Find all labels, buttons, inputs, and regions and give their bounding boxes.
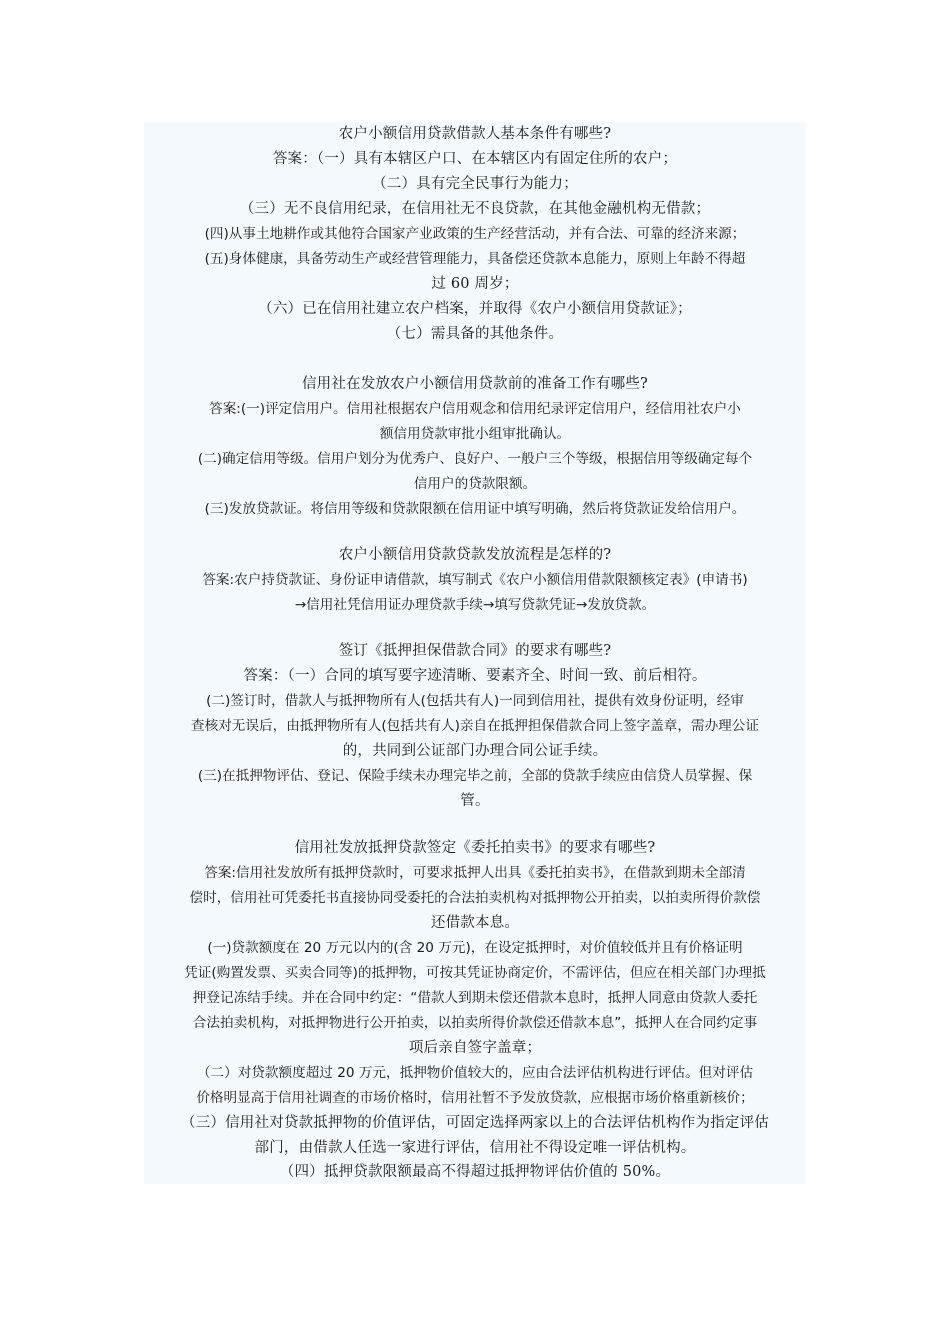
question-heading: 信用社发放抵押贷款签定《委托拍卖书》的要求有哪些?	[294, 840, 656, 856]
answer-text: (二)签订时，借款人与抵押物所有人(包括共有人)一同到信用社，提供有效身份证明，经审	[206, 693, 744, 709]
answer-text: 管。	[460, 793, 490, 809]
answer-text: 答案：（一）具有本辖区户口、在本辖区内有固定住所的农户；	[272, 151, 678, 167]
question-heading: 农户小额信用贷款借款人基本条件有哪些?	[338, 126, 612, 142]
answer-text: 合法拍卖机构，对抵押物进行公开拍卖，以拍卖所得价款偿还借款本息”，抵押人在合同约定事	[192, 1015, 758, 1031]
answer-text: (三)在抵押物评估、登记、保险手续未办理完毕之前，全部的贷款手续应由信贷人员掌握、保	[197, 768, 753, 784]
answer-text: （四）抵押贷款限额最高不得超过抵押物评估价值的 50%。	[279, 1164, 671, 1180]
answer-text: 过 60 周岁；	[431, 276, 519, 292]
answer-text: (四)从事土地耕作或其他符合国家产业政策的生产经营活动，并有合法、可靠的经济来源；	[204, 226, 746, 242]
question-heading: 农户小额信用贷款贷款发放流程是怎样的?	[338, 547, 612, 563]
question-heading: 签订《抵押担保借款合同》的要求有哪些?	[338, 643, 612, 659]
answer-text: (一)贷款额度在 20 万元以内的(含 20 万元)，在设定抵押时，对价值较低并且有价格证明	[207, 940, 743, 956]
answer-text: 还借款本息。	[430, 915, 520, 931]
answer-text: 查核对无误后，由抵押物所有人(包括共有人)亲自在抵押担保借款合同上签字盖章，需办理公证	[191, 718, 759, 734]
answer-text: (二)确定信用等级。信用户划分为优秀户、良好户、一般户三个等级，根据信用等级确定每个	[197, 451, 753, 467]
answer-text: （二）具有完全民事行为能力；	[372, 176, 578, 192]
answer-text: 项后亲自签字盖章；	[408, 1040, 542, 1056]
answer-text: 答案：（一）合同的填写要字迹清晰、要素齐全、时间一致、前后相符。	[243, 668, 707, 684]
question-heading: 信用社在发放农户小额信用贷款前的准备工作有哪些?	[301, 376, 649, 392]
answer-text: (三)发放贷款证。将信用等级和贷款限额在信用证中填写明确，然后将贷款证发给信用户。	[204, 501, 746, 517]
answer-text: 部门，由借款人任选一家进行评估，信用社不得设定唯一评估机构。	[254, 1140, 696, 1156]
answer-text: 信用户的贷款限额。	[413, 476, 537, 492]
answer-text: （三）信用社对贷款抵押物的价值评估，可固定选择两家以上的合法评估机构作为指定评估	[181, 1115, 769, 1131]
answer-text: →信用社凭信用证办理贷款手续→填写贷款凭证→发放贷款。	[294, 597, 656, 613]
answer-text: （六）已在信用社建立农户档案，并取得《农户小额信用贷款证》；	[258, 301, 692, 317]
answer-text: 的，共同到公证部门办理合同公证手续。	[342, 743, 608, 759]
answer-text: 价格明显高于信用社调查的市场价格时，信用社暂不予发放贷款，应根据市场价格重新核价；	[196, 1090, 754, 1106]
answer-text: （二）对贷款额度超过 20 万元，抵押物价值较大的，应由合法评估机构进行评估。但对评估	[196, 1065, 754, 1081]
answer-text: 凭证(购置发票、买卖合同等)的抵押物，可按其凭证协商定价，不需评估，但应在相关部门办理抵	[184, 965, 766, 981]
answer-text: 额信用贷款审批小组审批确认。	[379, 426, 571, 442]
answer-text: 偿时，信用社可凭委托书直接协同受委托的合法拍卖机构对抵押物公开拍卖，以拍卖所得价款偿	[189, 890, 761, 906]
answer-text: (五)身体健康，具备劳动生产或经营管理能力，具备偿还贷款本息能力，原则上年龄不得超	[204, 251, 746, 267]
document-body	[144, 122, 806, 1184]
answer-text: 答案:(一)评定信用户。信用社根据农户信用观念和信用纪录评定信用户，经信用社农户小	[209, 401, 741, 417]
answer-text: （三）无不良信用纪录，在信用社无不良贷款，在其他金融机构无借款；	[239, 201, 711, 217]
answer-text: （七）需具备的其他条件。	[386, 326, 564, 342]
answer-text: 答案:信用社发放所有抵押贷款时，可要求抵押人出具《委托拍卖书》，在借款到期未全部清	[204, 865, 746, 881]
answer-text: 答案:农户持贷款证、身份证申请借款，填写制式《农户小额信用借款限额核定表》(申请书)	[202, 572, 748, 588]
answer-text: 押登记冻结手续。并在合同中约定：“借款人到期未偿还借款本息时，抵押人同意由贷款人委托	[192, 990, 758, 1006]
